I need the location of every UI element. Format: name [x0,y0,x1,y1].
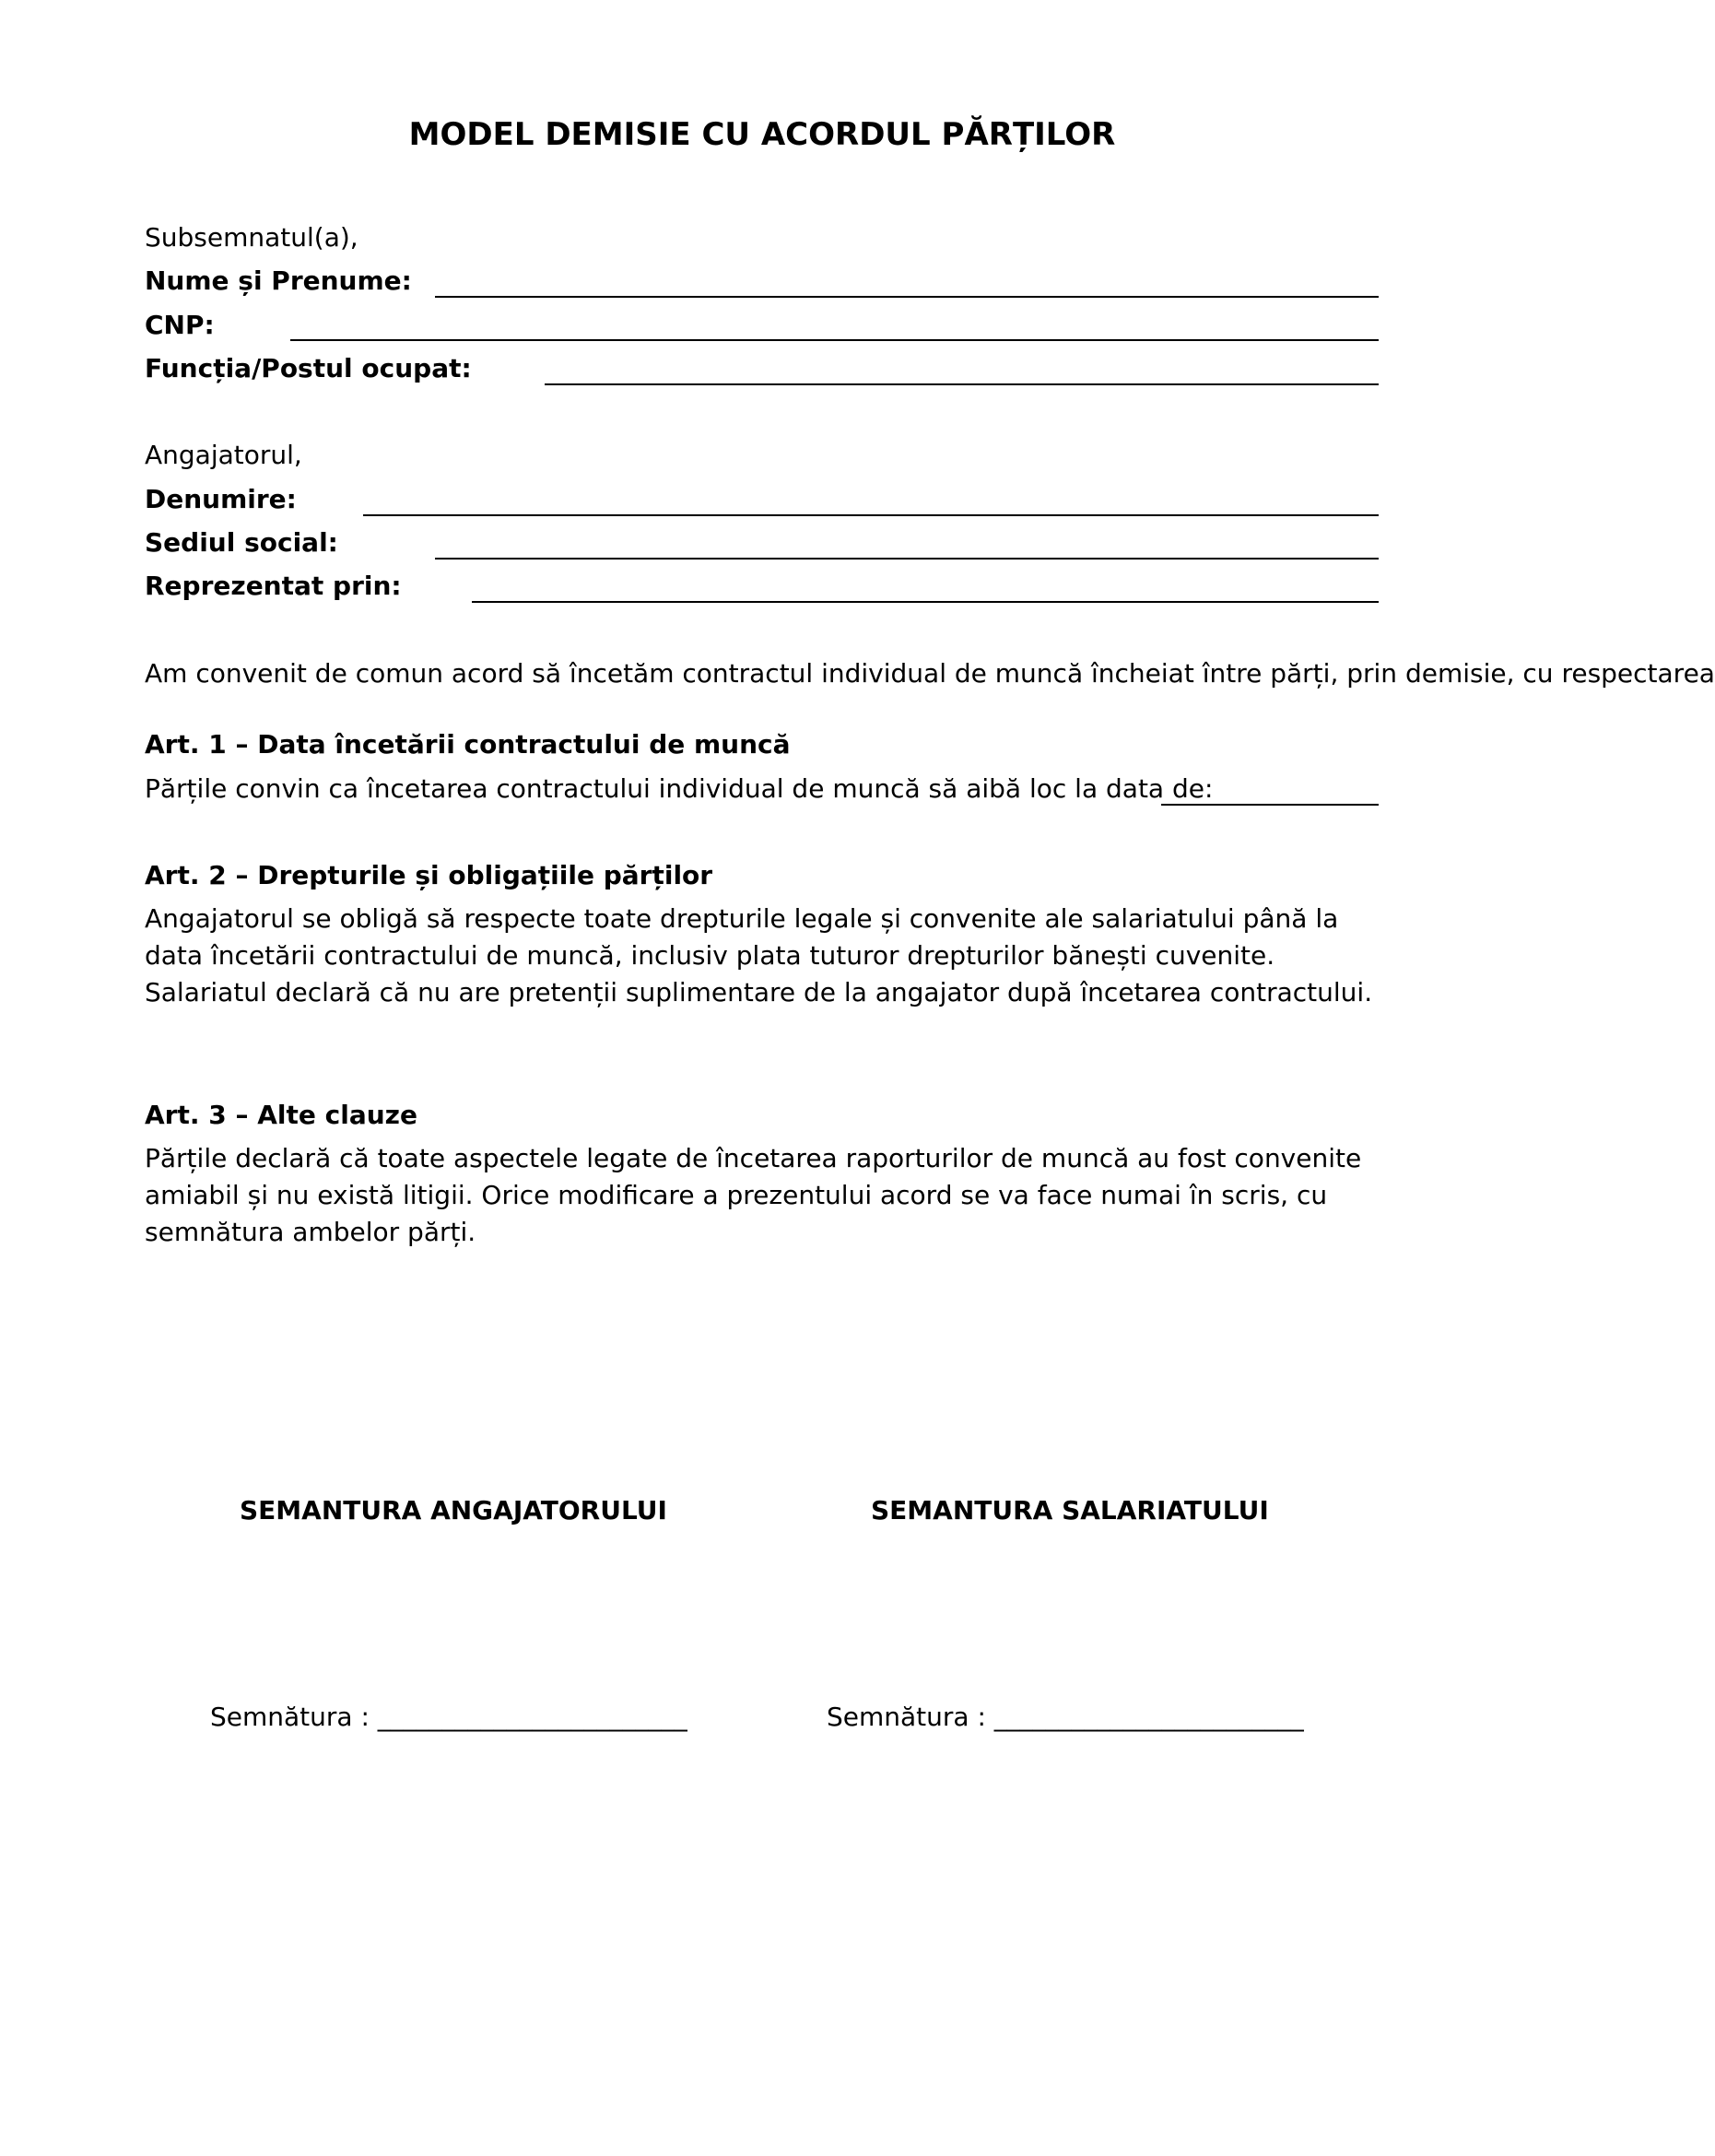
art3-body [145,1140,1435,1251]
art3-line: amiabil și nu există litigii. Orice modificare a prezentului acord se va face numai în scris, cu [145,1180,1328,1210]
employee-signature-heading: SEMANTURA SALARIATULUI [871,1495,1269,1526]
art3-line: Părțile declară că toate aspectele legate de încetarea raporturilor de muncă au fost convenite [145,1143,1362,1173]
art1-text: Părțile convin ca încetarea contractului individual de muncă să aibă loc la data de: [145,773,1214,804]
employee-name-label: Nume și Prenume: [145,265,412,296]
art3-heading: Art. 3 – Alte clauze [145,1100,417,1130]
art2-heading: Art. 2 – Drepturile și obligațiile părților [145,860,713,890]
employee-cnp-label: CNP: [145,310,215,340]
art2-line: Salariatul declară că nu are pretenții suplimentare de la angajator după încetarea contractului. [145,977,1373,1007]
agreement-text: Am convenit de comun acord să încetăm contractul individual de muncă încheiat între părți, prin demisie, cu respectarea [145,658,1715,689]
employee-position-field[interactable] [545,383,1379,385]
employee-cnp-field[interactable] [290,339,1379,341]
employer-intro: Angajatorul, [145,440,302,470]
employee-intro: Subsemnatul(a), [145,222,358,253]
employer-name-field[interactable] [363,514,1379,516]
art2-body [145,901,1435,1011]
art1-heading: Art. 1 – Data încetării contractului de muncă [145,729,791,760]
employer-signature-heading: SEMANTURA ANGAJATORULUI [240,1495,667,1526]
art2-line: Angajatorul se obligă să respecte toate drepturile legale și convenite ale salariatului până la [145,903,1339,934]
employer-seat-label: Sediul social: [145,527,338,558]
art2-line: data încetării contractului de muncă, inclusiv plata tuturor drepturilor bănești cuvenite. [145,940,1275,971]
document-title: MODEL DEMISIE CU ACORDUL PĂRȚILOR [408,116,1116,153]
employer-name-label: Denumire: [145,484,297,514]
employee-position-label: Funcția/Postul ocupat: [145,353,472,383]
employer-rep-field[interactable] [472,601,1379,603]
art3-line: semnătura ambelor părți. [145,1217,476,1247]
employer-signature-line[interactable]: Semnătura : ________________________ [210,1702,687,1732]
employer-rep-label: Reprezentat prin: [145,571,402,601]
termination-date-field[interactable] [1161,804,1379,806]
employee-name-field[interactable] [435,296,1379,298]
employer-seat-field[interactable] [435,558,1379,560]
employee-signature-line[interactable]: Semnătura : ________________________ [827,1702,1304,1732]
